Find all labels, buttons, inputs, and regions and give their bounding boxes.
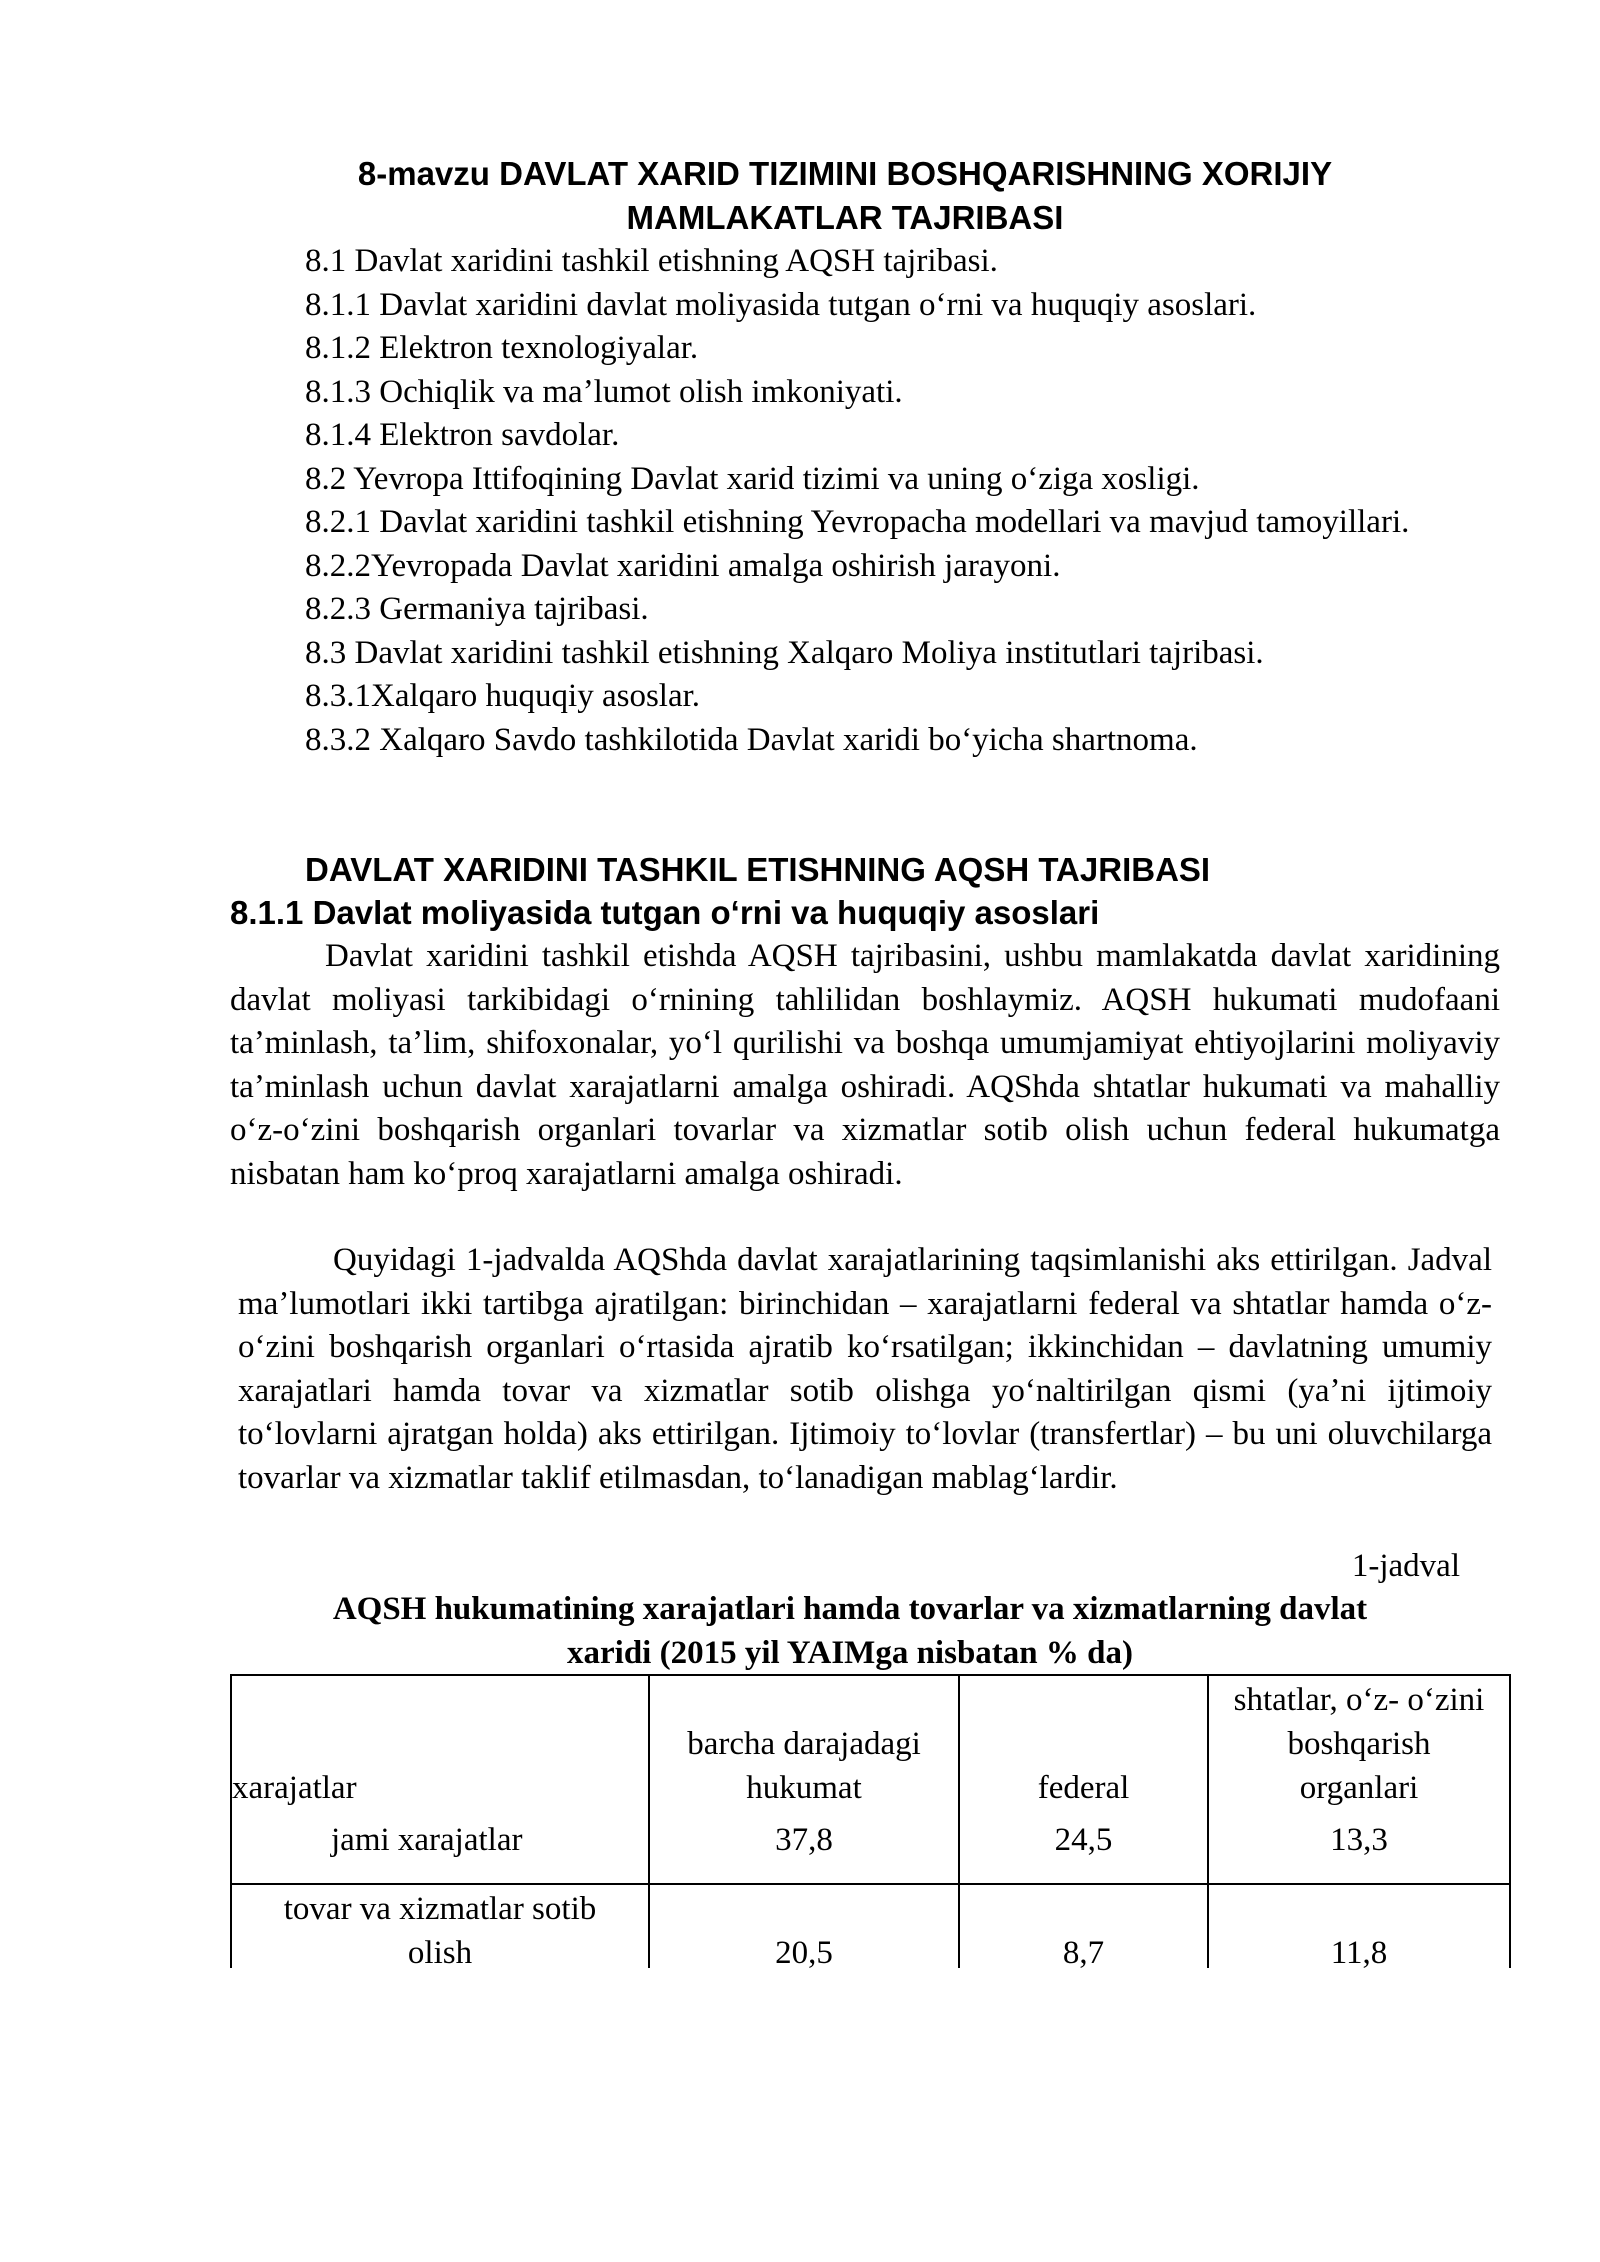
toc-item: 8.2 Yevropa Ittifoqining Davlat xarid tizimi va uning oʻziga xosligi. — [305, 460, 1200, 497]
table-header-cell — [650, 1722, 958, 1810]
topic-title-line-1: 8-mavzu DAVLAT XARID TIZIMINI BOSHQARISHNING XORIJIY — [357, 155, 1333, 192]
table-of-contents — [230, 240, 1500, 762]
table-caption-line-1: AQSH hukumatining xarajatlari hamda tovarlar va xizmatlarning davlat — [332, 1591, 1368, 1627]
table-header-text: hukumat — [746, 1770, 862, 1806]
toc-item: 8.3.2 Xalqaro Savdo tashkilotida Davlat xaridi boʻyicha shartnoma. — [305, 721, 1198, 758]
table-row-label-text: tovar va xizmatlar sotib — [283, 1891, 597, 1927]
toc-item: 8.2.1 Davlat xaridini tashkil etishning Yevropacha modellari va mavjud tamoyillari. — [305, 504, 1410, 540]
body-paragraph: Davlat xaridini tashkil etishda AQSH tajribasini, ushbu mamlakatda davlat xaridining davlat moliyasi tarkibidagi oʻrnining tahlilidan boshlaymiz. AQSH hukumati mudofaani taʼminlash, taʼlim, shifoxonalar, yoʻl qurilishi va boshqa umumjamiyat ehtiyojlarini moliyaviy taʼminlash uchun davlat xarajatlarni amalga oshiradi. AQShda shtatlar hukumati va mahalliy oʻz-oʻzini boshqarish organlari tovarlar va xizmatlar sotib olish uchun federal hukumatga nisbatan ham koʻproq xarajatlarni amalga oshiradi. — [230, 938, 1500, 1192]
table-cell: 37,8 — [775, 1822, 833, 1858]
table-header-cell: federal — [1037, 1770, 1130, 1806]
table-caption — [230, 1587, 1470, 1675]
table-row-divider — [230, 1883, 1510, 1885]
table-row-label-text: olish — [407, 1935, 473, 1971]
toc-item: 8.1.3 Ochiqlik va maʼlumot olish imkoniyati. — [305, 373, 903, 410]
topic-title — [230, 152, 1460, 240]
toc-item: 8.1.1 Davlat xaridini davlat moliyasida tutgan oʻrni va huquqiy asoslari. — [305, 286, 1257, 323]
table-header-text: shtatlar, oʻz- oʻzini — [1233, 1682, 1485, 1718]
table-cell: 13,3 — [1330, 1822, 1388, 1858]
table-row-label: jami xarajatlar — [331, 1822, 523, 1858]
toc-item: 8.1.2 Elektron texnologiyalar. — [305, 330, 699, 366]
topic-title-line-2: MAMLAKATLAR TAJRIBASI — [626, 199, 1064, 236]
table-border-top — [230, 1674, 1510, 1676]
table-header-text: organlari — [1299, 1770, 1419, 1806]
table-number: 1-jadval — [1351, 1548, 1460, 1584]
table-cell: 11,8 — [1330, 1935, 1388, 1971]
table-caption-line-2: xaridi (2015 yil YAIMga nisbatan % da) — [567, 1635, 1133, 1671]
toc-item: 8.1.4 Elektron savdolar. — [305, 417, 620, 453]
table-cell: 20,5 — [775, 1935, 833, 1971]
table-header-cell — [1209, 1678, 1509, 1810]
table-row-label — [232, 1887, 648, 1975]
subsection-heading: 8.1.1 Davlat moliyasida tutgan oʻrni va huquqiy asoslari — [230, 894, 1100, 931]
toc-item: 8.1 Davlat xaridini tashkil etishning AQSH tajribasi. — [305, 243, 998, 279]
table-cell: 24,5 — [1054, 1822, 1113, 1858]
toc-item: 8.2.3 Germaniya tajribasi. — [305, 591, 649, 627]
table-header-text: boshqarish — [1287, 1726, 1431, 1762]
section-heading: DAVLAT XARIDINI TASHKIL ETISHNING AQSH TAJRIBASI — [305, 851, 1211, 888]
table-header-cell: xarajatlar — [232, 1770, 357, 1806]
table-header-text: barcha darajadagi — [687, 1726, 921, 1762]
table-border-right — [1509, 1674, 1511, 1968]
table-cell: 8,7 — [1062, 1935, 1105, 1971]
toc-item: 8.3.1Xalqaro huquqiy asoslar. — [305, 678, 701, 714]
toc-item: 8.3 Davlat xaridini tashkil etishning Xalqaro Moliya institutlari tajribasi. — [305, 634, 1264, 671]
toc-item: 8.2.2Yevropada Davlat xaridini amalga oshirish jarayoni. — [305, 547, 1061, 584]
body-paragraph: Quyidagi 1-jadvalda AQShda davlat xarajatlarining taqsimlanishi aks ettirilgan. Jadval maʼlumotlari ikki tartibga ajratilgan: birinchidan – xarajatlarni federal va shtatlar hamda oʻz-oʻzini boshqarish organlari oʻrtasida ajratib koʻrsatilgan; ikkinchidan – davlatning umumiy xarajatlari hamda tovar va xizmatlar sotib olishga yoʻnaltirilgan qismi (yaʼni ijtimoiy toʻlovlarni ajratgan holda) aks ettirilgan. Ijtimoiy toʻlovlar (transfertlar) – bu uni oluvchilarga tovarlar va xizmatlar taklif etilmasdan, toʻlanadigan mablagʻlardir. — [238, 1242, 1492, 1496]
